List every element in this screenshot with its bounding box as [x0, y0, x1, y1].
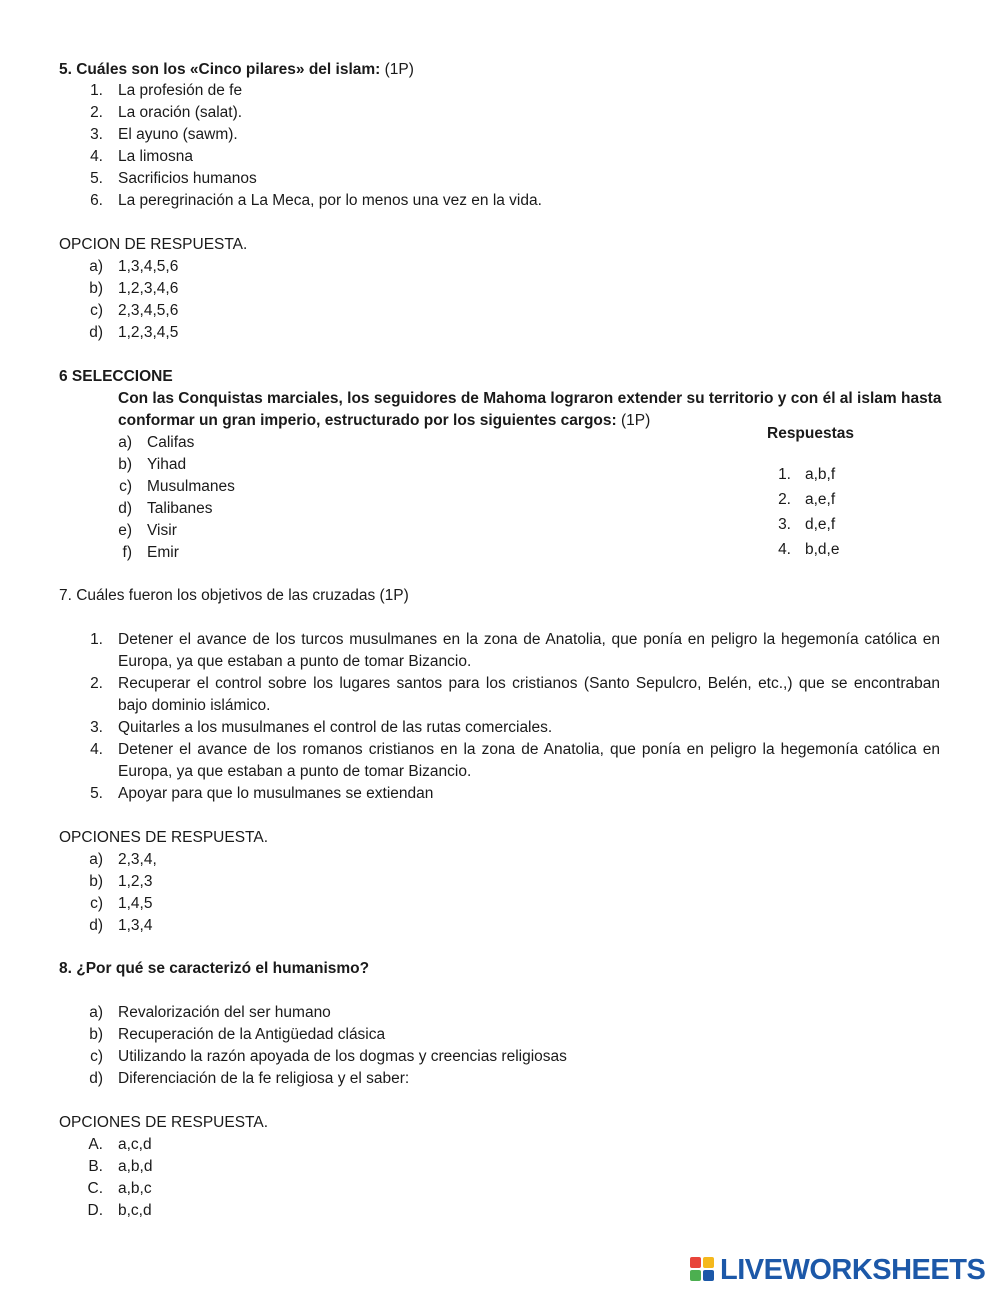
q6-prompt-line2-text: conformar un gran imperio, estructurado por los siguientes cargos:: [118, 412, 617, 429]
q8-item-number: a): [89, 1004, 103, 1021]
q6-item-text: Califas: [147, 434, 195, 451]
q7-option-number: d): [89, 917, 103, 934]
q5-item-text: La oración (salat).: [118, 104, 243, 121]
q5-options-label: OPCION DE RESPUESTA.: [59, 236, 248, 253]
q5-item-text: Sacrificios humanos: [118, 170, 257, 187]
q8-item-text: Recuperación de la Antigüedad clásica: [118, 1026, 386, 1043]
q8-item-number: c): [90, 1048, 103, 1065]
q5-item-text: La peregrinación a La Meca, por lo menos una vez en la vida.: [118, 192, 542, 209]
q6-answer-number: 4.: [778, 541, 791, 558]
q7-item-number: 3.: [90, 719, 103, 736]
q6-item-text: Talibanes: [147, 500, 213, 517]
q7-title: 7. Cuáles fueron los objetivos de las cruzadas (1P): [59, 587, 409, 604]
q6-answer-text: d,e,f: [805, 516, 836, 533]
q5-item-number: 5.: [90, 170, 103, 187]
liveworksheets-logo: [690, 1254, 985, 1286]
q7-option-number: b): [89, 873, 103, 890]
q8-option-text: a,b,c: [118, 1180, 152, 1197]
q5-option-text: 1,3,4,5,6: [118, 258, 179, 275]
q5-option-number: d): [89, 324, 103, 341]
q7-option-number: a): [89, 851, 103, 868]
q8-option-number: A.: [88, 1136, 103, 1153]
logo-text: LIVEWORKSHEETS: [720, 1253, 986, 1286]
q8-option-number: C.: [87, 1180, 103, 1197]
q8-options-label: OPCIONES DE RESPUESTA.: [59, 1114, 269, 1131]
q6-item-number: d): [118, 500, 132, 517]
q7-option-text: 2,3,4,: [118, 851, 157, 868]
q5-option-number: c): [90, 302, 103, 319]
q8-item-text: Utilizando la razón apoyada de los dogmas y creencias religiosas: [118, 1048, 567, 1065]
q7-option-text: 1,2,3: [118, 873, 153, 890]
q5-option-text: 1,2,3,4,5: [118, 324, 179, 341]
q8-option-text: a,b,d: [118, 1158, 153, 1175]
q7-item-number: 4.: [90, 741, 103, 758]
q6-title: 6 SELECCIONE: [59, 368, 173, 385]
q6-prompt-line2: [118, 410, 650, 432]
q6-answer-number: 1.: [778, 466, 791, 483]
q8-option-text: b,c,d: [118, 1202, 152, 1219]
q8-option-number: B.: [88, 1158, 103, 1175]
q6-points: (1P): [620, 412, 651, 429]
q6-item-number: f): [122, 544, 132, 561]
q8-option-text: a,c,d: [118, 1136, 152, 1153]
q7-item-number: 2.: [90, 675, 103, 692]
q6-item-number: c): [119, 478, 132, 495]
q5-points: (1P): [384, 61, 414, 78]
q7-item-text: Detener el avance de los romanos cristianos en la zona de Anatolia, que ponía en peligro la hegemonía católica en Europa, ya que estaban a punto de tomar Bizancio.: [118, 741, 940, 780]
q5-title: [59, 59, 414, 81]
q6-answer-number: 3.: [778, 516, 791, 533]
q8-option-number: D.: [87, 1202, 103, 1219]
q8-item-text: Revalorización del ser humano: [118, 1004, 331, 1021]
q7-option-text: 1,4,5: [118, 895, 153, 912]
q7-item-number: 5.: [90, 785, 103, 802]
q5-item-number: 1.: [90, 82, 103, 99]
q8-item-number: b): [89, 1026, 103, 1043]
q8-item-number: d): [89, 1070, 103, 1087]
q6-item-number: b): [118, 456, 132, 473]
q8-item-text: Diferenciación de la fe religiosa y el saber:: [118, 1070, 410, 1087]
q6-item-number: e): [118, 522, 132, 539]
q7-item-text: Recuperar el control sobre los lugares santos para los cristianos (Santo Sepulcro, Belén, etc.,) que se encontraban bajo dominio islámico.: [118, 675, 940, 714]
q5-item-text: La limosna: [118, 148, 193, 165]
logo-mark-icon: [690, 1257, 716, 1283]
q6-answer-number: 2.: [778, 491, 791, 508]
q6-prompt-line1: Con las Conquistas marciales, los seguidores de Mahoma lograron extender su territorio y con él al islam hasta: [118, 390, 942, 407]
q6-answer-text: a,e,f: [805, 491, 836, 508]
q5-item-number: 4.: [90, 148, 103, 165]
q7-option-text: 1,3,4: [118, 917, 153, 934]
q5-title-text: 5. Cuáles son los «Cinco pilares» del islam:: [59, 61, 381, 78]
q7-options-label: OPCIONES DE RESPUESTA.: [59, 829, 269, 846]
q7-item-text: Detener el avance de los turcos musulmanes en la zona de Anatolia, que ponía en peligro la hegemonía católica en Europa, ya que estaban a punto de tomar Bizancio.: [118, 631, 940, 670]
q5-option-text: 1,2,3,4,6: [118, 280, 179, 297]
q5-option-text: 2,3,4,5,6: [118, 302, 179, 319]
q7-item-number: 1.: [90, 631, 103, 648]
q6-answers-label: Respuestas: [767, 425, 855, 442]
q6-item-number: a): [118, 434, 132, 451]
q6-item-text: Musulmanes: [147, 478, 235, 495]
q5-item-text: El ayuno (sawm).: [118, 126, 238, 143]
q5-item-text: La profesión de fe: [118, 82, 243, 99]
q7-item-text: Apoyar para que lo musulmanes se extiendan: [118, 785, 434, 802]
q5-option-number: b): [89, 280, 103, 297]
q5-item-number: 6.: [90, 192, 103, 209]
q5-item-number: 2.: [90, 104, 103, 121]
q7-option-number: c): [90, 895, 103, 912]
q6-item-text: Visir: [147, 522, 177, 539]
q6-item-text: Emir: [147, 544, 179, 561]
q6-answer-text: b,d,e: [805, 541, 840, 558]
q6-item-text: Yihad: [147, 456, 187, 473]
q5-option-number: a): [89, 258, 103, 275]
q8-title: 8. ¿Por qué se caracterizó el humanismo?: [59, 960, 370, 977]
q6-answer-text: a,b,f: [805, 466, 836, 483]
q7-item-text: Quitarles a los musulmanes el control de las rutas comerciales.: [118, 719, 553, 736]
q5-item-number: 3.: [90, 126, 103, 143]
